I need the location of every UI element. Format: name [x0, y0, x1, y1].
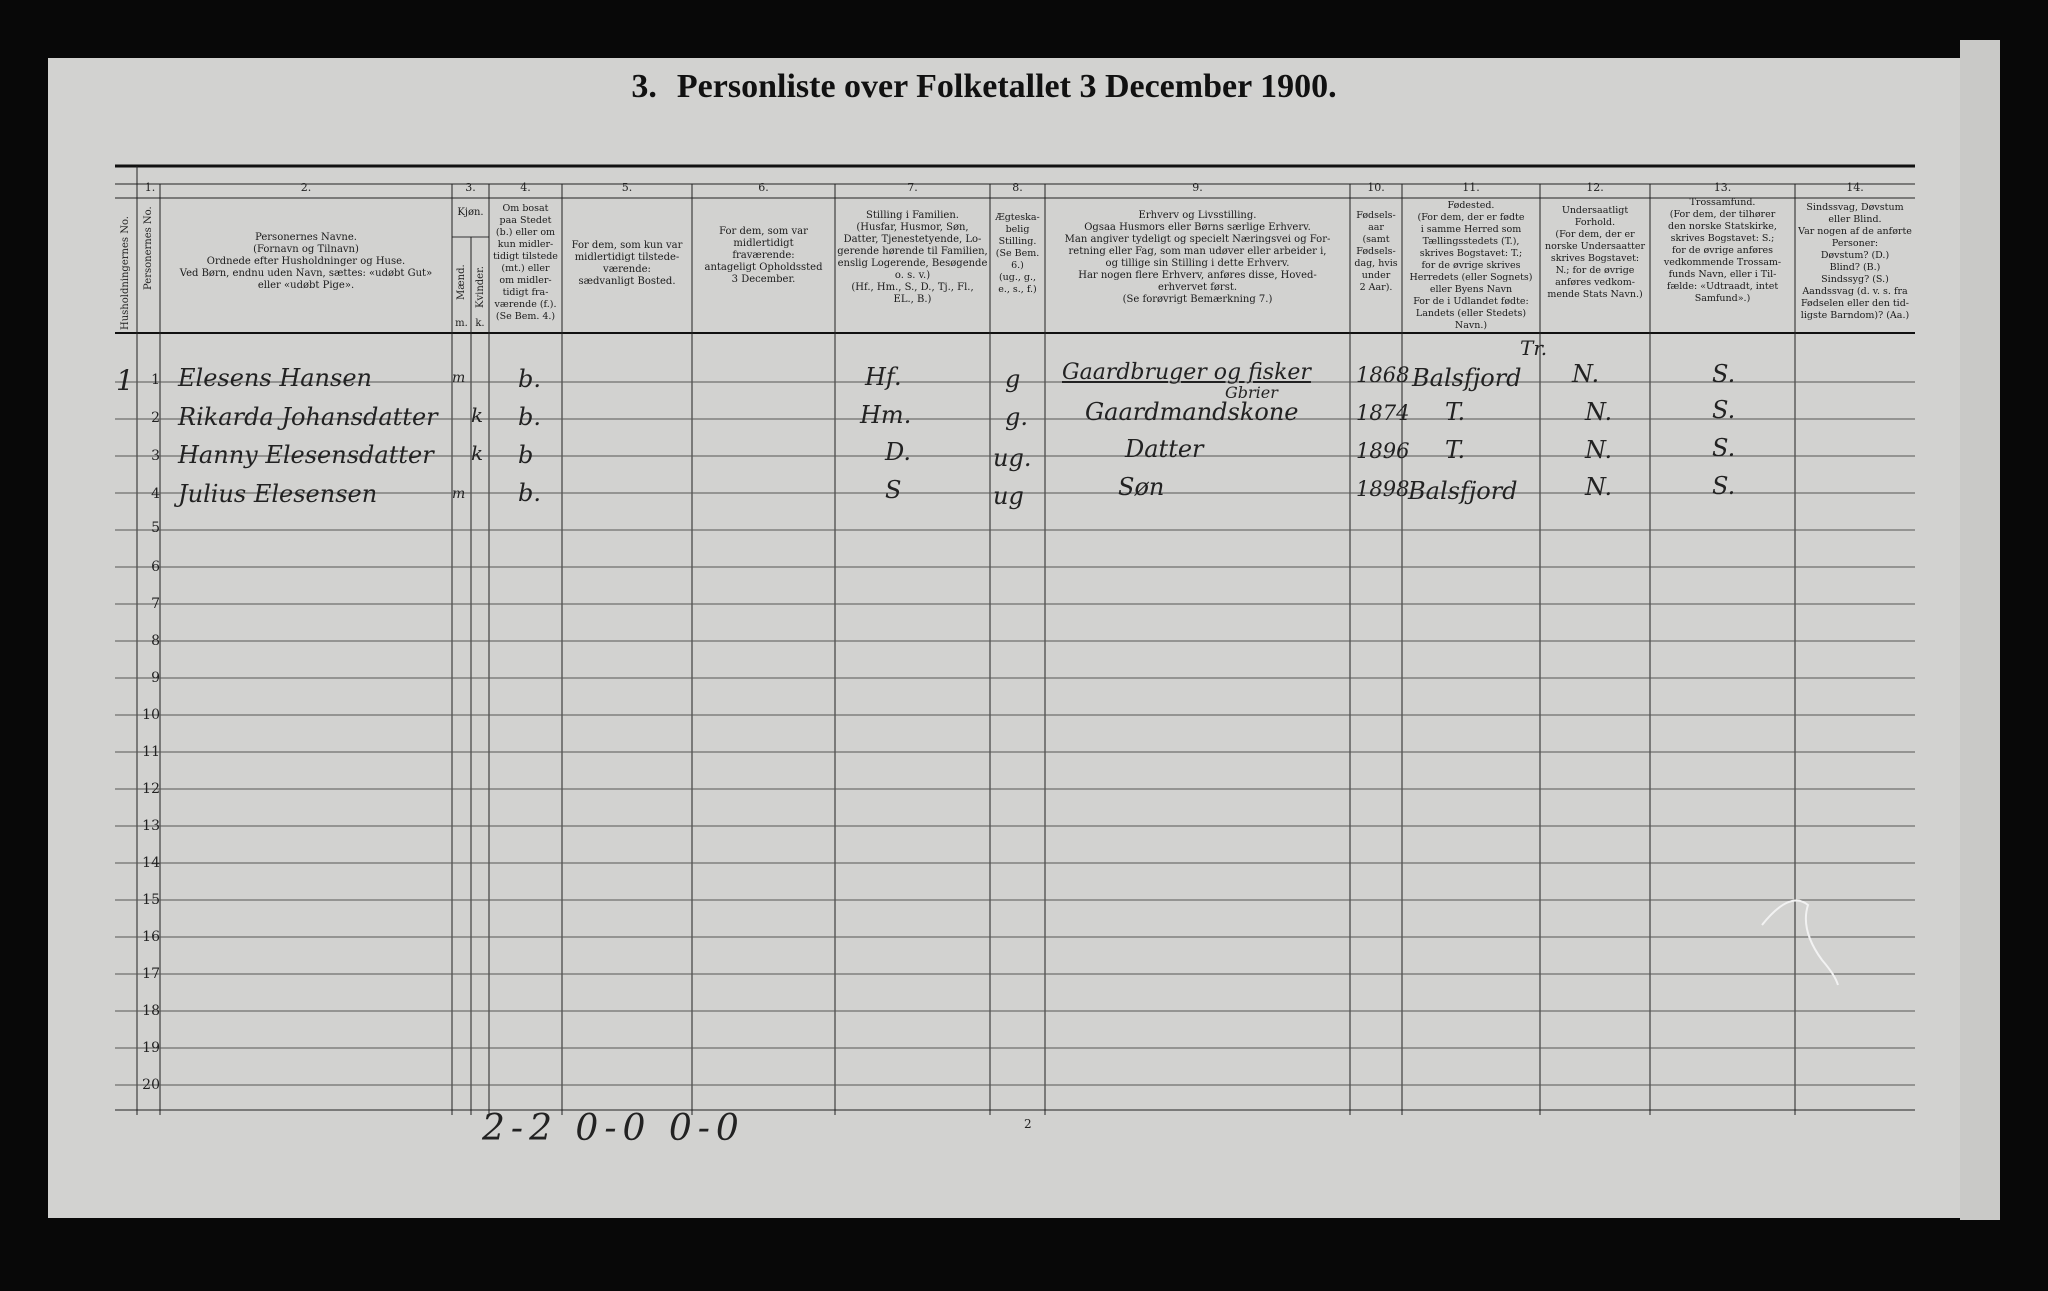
row-number: 1 [151, 372, 160, 388]
person-1-occupation: Gaardbruger og fisker [1062, 360, 1311, 385]
col-number-10: 10. [1367, 181, 1385, 194]
page-number: 2 [1024, 1117, 1032, 1131]
header-household-no: Husholdningernes No. [120, 216, 131, 330]
person-3-birthplace: T. [1445, 436, 1466, 464]
col-number-7: 7. [907, 181, 918, 194]
header-temp-absent: For dem, som var midlertidigt fraværende: antageligt Opholdssted 3 December. [704, 226, 823, 285]
person-2-residence: b. [518, 403, 541, 431]
household-number: 1 [116, 364, 134, 397]
col-number-6: 6. [758, 181, 769, 194]
header-name: Personernes Navne. (Fornavn og Tilnavn) Ordnede efter Husholdninger og Huse. Ved Børn, endnu uden Navn, sættes: «udøbt Gut» eller «udøbt Pige». [179, 232, 433, 291]
row-number: 12 [142, 781, 160, 797]
row-number: 15 [142, 892, 160, 908]
person-4-family: S [885, 476, 902, 504]
person-4-year: 1898 [1356, 477, 1410, 501]
person-3-occupation: Datter [1125, 435, 1204, 463]
person-4-birthplace: Balsfjord [1408, 477, 1518, 505]
col-number-12: 12. [1586, 181, 1604, 194]
col-number-9: 9. [1192, 181, 1203, 194]
tally-note: 2-2 0-0 0-0 [482, 1108, 745, 1149]
row-number: 6 [151, 559, 160, 575]
row-number: 4 [151, 486, 160, 502]
header-marital: Ægteska- belig Stilling. (Se Bem. 6.) (ug., g., e., s., f.) [995, 212, 1040, 295]
row-number: 5 [151, 520, 160, 536]
person-3-marital: ug. [993, 444, 1032, 472]
person-3-residence: b [518, 441, 534, 469]
person-2-sex: k [471, 403, 484, 427]
row-number: 20 [142, 1077, 160, 1093]
row-number: 2 [151, 410, 160, 426]
person-3-citizenship: N. [1585, 436, 1613, 464]
header-residence: Om bosat paa Stedet (b.) eller om kun midler- tidigt tilstede (mt.) eller om midler- tidigt fra- værende (f.). (Se Bem. 4.) [493, 203, 558, 322]
person-3-religion: S. [1712, 434, 1736, 462]
col-number-3: 3. [465, 181, 476, 194]
header-temp-present: For dem, som kun var midlertidigt tilstede- værende: sædvanligt Bosted. [571, 240, 683, 287]
col-number-2: 2. [300, 181, 312, 194]
header-sex-female: Kvinder. [475, 266, 486, 308]
person-2-name: Rikarda Johansdatter [178, 403, 438, 431]
person-4-religion: S. [1712, 472, 1736, 500]
birthplace-insert: Tr. [1520, 336, 1548, 360]
row-number: 17 [142, 966, 160, 982]
row-number: 11 [142, 744, 160, 760]
row-number: 14 [142, 855, 160, 871]
person-2-family: Hm. [860, 401, 912, 429]
person-3-sex: k [471, 441, 484, 465]
person-1-name: Elesens Hansen [178, 364, 372, 392]
person-2-occupation: Gaardmandskone [1085, 398, 1299, 426]
person-4-sex: m [452, 486, 466, 502]
col-number-5: 5. [621, 181, 633, 194]
header-family-position: Stilling i Familien. (Husfar, Husmor, Søn, Datter, Tjenestetyende, Lo- gerende hørende til Familien, enslig Logerende, Besøgende o. s. v.) (Hf., Hm., S., D., Tj., Fl., EL., B.) [837, 210, 988, 305]
row-number: 16 [142, 929, 160, 945]
col-number-11: 11. [1462, 181, 1480, 194]
person-3-family: D. [885, 438, 912, 466]
header-person-no: Personernes No. [143, 206, 154, 290]
col-number-13: 13. [1713, 181, 1732, 194]
row-number: 7 [151, 596, 160, 612]
person-2-marital: g. [1005, 403, 1028, 431]
person-1-birthplace: Balsfjord [1412, 364, 1522, 392]
person-3-year: 1896 [1356, 439, 1410, 463]
person-4-name: Julius Elesensen [178, 480, 378, 508]
header-disability: Sindssvag, Døvstum eller Blind. Var nogen af de anførte Personer: Døvstum? (D.) Blind? (B.) Sindssyg? (S.) Aandssvag (d. v. s. fra Fødselen eller den tid- ligste Barndom)? (Aa.) [1798, 202, 1912, 321]
col-number-8: 8. [1012, 181, 1023, 194]
occupation-insert: Gbrier [1225, 383, 1278, 402]
person-4-citizenship: N. [1585, 473, 1613, 501]
person-1-residence: b. [518, 365, 541, 393]
person-4-residence: b. [518, 479, 541, 507]
person-3-name: Hanny Elesensdatter [178, 441, 434, 469]
person-1-religion: S. [1712, 360, 1736, 388]
title-number: 3. [631, 68, 657, 105]
title-text: Personliste over Folketallet 3 December 1900. [676, 68, 1337, 105]
row-number: 8 [151, 633, 160, 649]
header-sex: Kjøn. [457, 207, 484, 218]
header-occupation: Erhverv og Livsstilling. Ogsaa Husmors eller Børns særlige Erhverv. Man angiver tydeligt og specielt Næringsvei og For- retning eller Fag, som man udøver eller arbeider i, og tillige sin Stilling i dette Erhverv. Har nogen flere Erhverv, anføres disse, Hoved- erhvervet først. (Se forøvrigt Bemærkning 7.) [1064, 210, 1331, 305]
row-number: 9 [151, 670, 160, 686]
header-birthplace: Fødested. (For dem, der er fødte i samme Herred som Tællingsstedets (T.), skrives Bogstavet: T.; for de øvrige skrives Herredets (eller Sognets) eller Byens Navn For de i Udlandet fødte: Landets (eller Stedets) Navn.) [1409, 200, 1533, 331]
row-number: 19 [142, 1040, 160, 1056]
row-number: 18 [142, 1003, 160, 1019]
row-number: 3 [151, 448, 160, 464]
row-number: 13 [142, 818, 160, 834]
person-1-family: Hf. [865, 363, 902, 391]
header-sex-male: Mænd. [456, 264, 467, 300]
person-1-citizenship: N. [1572, 360, 1600, 388]
col-number-4: 4. [520, 181, 531, 194]
person-1-marital: g [1005, 365, 1021, 393]
header-religion: Trossamfund. (For dem, der tilhører den norske Statskirke, skrives Bogstavet: S.; for de øvrige anføres vedkommende Trossam- funds Navn, eller i Til- fælde: «Udtraadt, intet Samfund».) [1663, 197, 1782, 304]
person-2-year: 1874 [1356, 401, 1410, 425]
person-1-sex: m [452, 370, 466, 386]
person-2-birthplace: T. [1445, 398, 1466, 426]
header-sex-m-abbr: m. [455, 318, 468, 329]
header-birth-year: Fødsels- aar (samt Fødsels- dag, hvis under 2 Aar). [1354, 210, 1398, 293]
person-2-religion: S. [1712, 396, 1736, 424]
col-number-1: 1. [144, 181, 156, 194]
person-4-occupation: Søn [1118, 473, 1165, 501]
header-citizenship: Undersaatligt Forhold. (For dem, der er norske Undersaatter skrives Bogstavet: N.; for de øvrige anføres vedkom- mende Stats Navn.) [1544, 205, 1646, 300]
person-1-year: 1868 [1356, 363, 1410, 387]
row-number: 10 [142, 707, 160, 723]
col-number-14: 14. [1846, 181, 1864, 194]
person-2-citizenship: N. [1585, 398, 1613, 426]
person-4-marital: ug [993, 482, 1024, 510]
header-sex-k-abbr: k. [475, 318, 485, 329]
